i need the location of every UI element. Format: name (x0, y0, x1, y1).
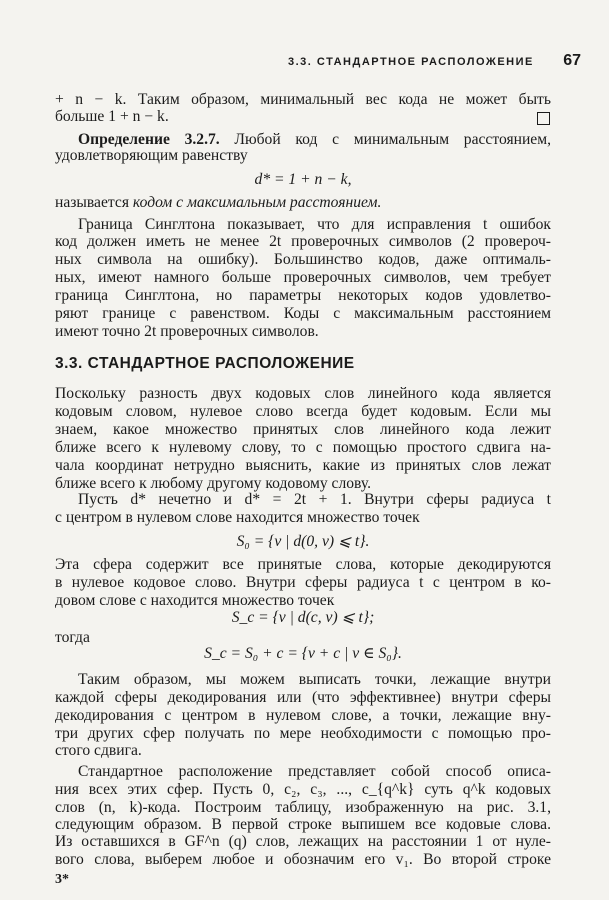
equation-singleton: d* = 1 + n − k, (254, 171, 352, 188)
text-line: ных символа на ошибку). Большинство кодов, даже оптималь- (55, 251, 551, 268)
definition-text: Любой код с минимальным расстоянием, (234, 131, 551, 148)
text-line: ния всех этих сфер. Пусть 0, c₂, c₃, ..., c_{q^k} суть q^k кодовых (55, 781, 551, 798)
text-line: удовлетворяющим равенству (55, 147, 248, 164)
text-line: стого сдвига. (55, 742, 142, 759)
text-line: Поскольку разность двух кодовых слов линейного кода является (55, 385, 551, 402)
text-line: код должен иметь не менее 2t проверочных символов (2 провероч- (55, 233, 551, 250)
text-line: Пусть d* нечетно и d* = 2t + 1. Внутри сферы радиуса t (78, 491, 551, 508)
text-line: знаем, какое множество принятых слов линейного кода лежит (55, 421, 551, 438)
text-line: вого слова, выберем любое и обозначим его v₁. Во второй строке (55, 851, 551, 868)
text-line: слов (n, k)-кода. Построим таблицу, изображенную на рис. 3.1, (55, 799, 551, 816)
text-line: + n − k. Таким образом, минимальный вес кода не может быть (55, 91, 551, 108)
text-line (55, 193, 381, 213)
text-line: следующим образом. В первой строке выпишем все кодовые слова. (55, 816, 551, 833)
text-line: Таким образом, мы можем выписать точки, лежащие внутри (78, 671, 551, 688)
text-span: называется (55, 194, 130, 211)
signature-mark: 3* (55, 872, 69, 887)
page-number: 67 (563, 52, 581, 69)
text-line: ряют границе с равенством. Коды с максимальным расстоянием (55, 305, 551, 322)
text-line: Из оставшихся в GF^n (q) слов, лежащих на расстоянии 1 от нуле- (55, 833, 551, 850)
text-line: ближе всего к нулевому слову, то с помощью простого сдвига на- (55, 439, 551, 456)
equation-s0: S₀ = {v | d(0, v) ⩽ t}. (236, 533, 370, 550)
text-line: тогда (55, 629, 90, 646)
text-line: ближе всего к любому другому кодовому слову. (55, 475, 372, 492)
text-line: Эта сфера содержит все принятые слова, которые декодируются (55, 556, 551, 573)
running-head-title: 3.3. СТАНДАРТНОЕ РАСПОЛОЖЕНИЕ (288, 56, 534, 68)
text-line: каждой сферы декодирования или (что эффективнее) внутри сферы (55, 689, 551, 706)
text-line: в нулевое кодовое слово. Внутри сферы радиуса t с центром в ко- (55, 574, 551, 591)
text-line: три других сфер получать по мере необходимости с помощью про- (55, 725, 551, 742)
text-line: с центром в нулевом слове находится множество точек (55, 509, 420, 526)
term-emphasis: кодом с максимальным расстоянием. (132, 194, 382, 211)
text-line: Граница Синглтона показывает, что для исправления t ошибок (78, 216, 551, 233)
running-head (288, 52, 583, 74)
definition-title: Определение 3.2.7. (78, 131, 220, 148)
end-of-proof-icon (537, 112, 550, 125)
text-line: граница Синглтона, но параметры некоторых кодов удовлетво- (55, 287, 551, 304)
text-line: чала координат нетрудно выяснить, какие из принятых слов лежат (55, 457, 551, 474)
text-line: декодирования с центром в нулевом слове, а точки, лежащие вну- (55, 707, 551, 724)
text-line: Стандартное расположение представляет собой способ описа- (78, 763, 551, 780)
text-line: довом слове c находится множество точек (55, 592, 335, 609)
equation-sc: S_c = {v | d(c, v) ⩽ t}; (231, 609, 375, 626)
text-line: ных, имеют намного больше проверочных символов, чем требует (55, 269, 551, 286)
equation-sc-shift: S_c = S₀ + c = {v + c | v ∈ S₀}. (204, 645, 402, 662)
text-line: имеют точно 2t проверочных символов. (55, 323, 319, 340)
section-heading: 3.3. СТАНДАРТНОЕ РАСПОЛОЖЕНИЕ (55, 355, 355, 372)
text-line: больше 1 + n − k. (55, 108, 169, 125)
text-line: кодовым словом, нулевое слово всегда будет кодовым. Если мы (55, 403, 551, 420)
